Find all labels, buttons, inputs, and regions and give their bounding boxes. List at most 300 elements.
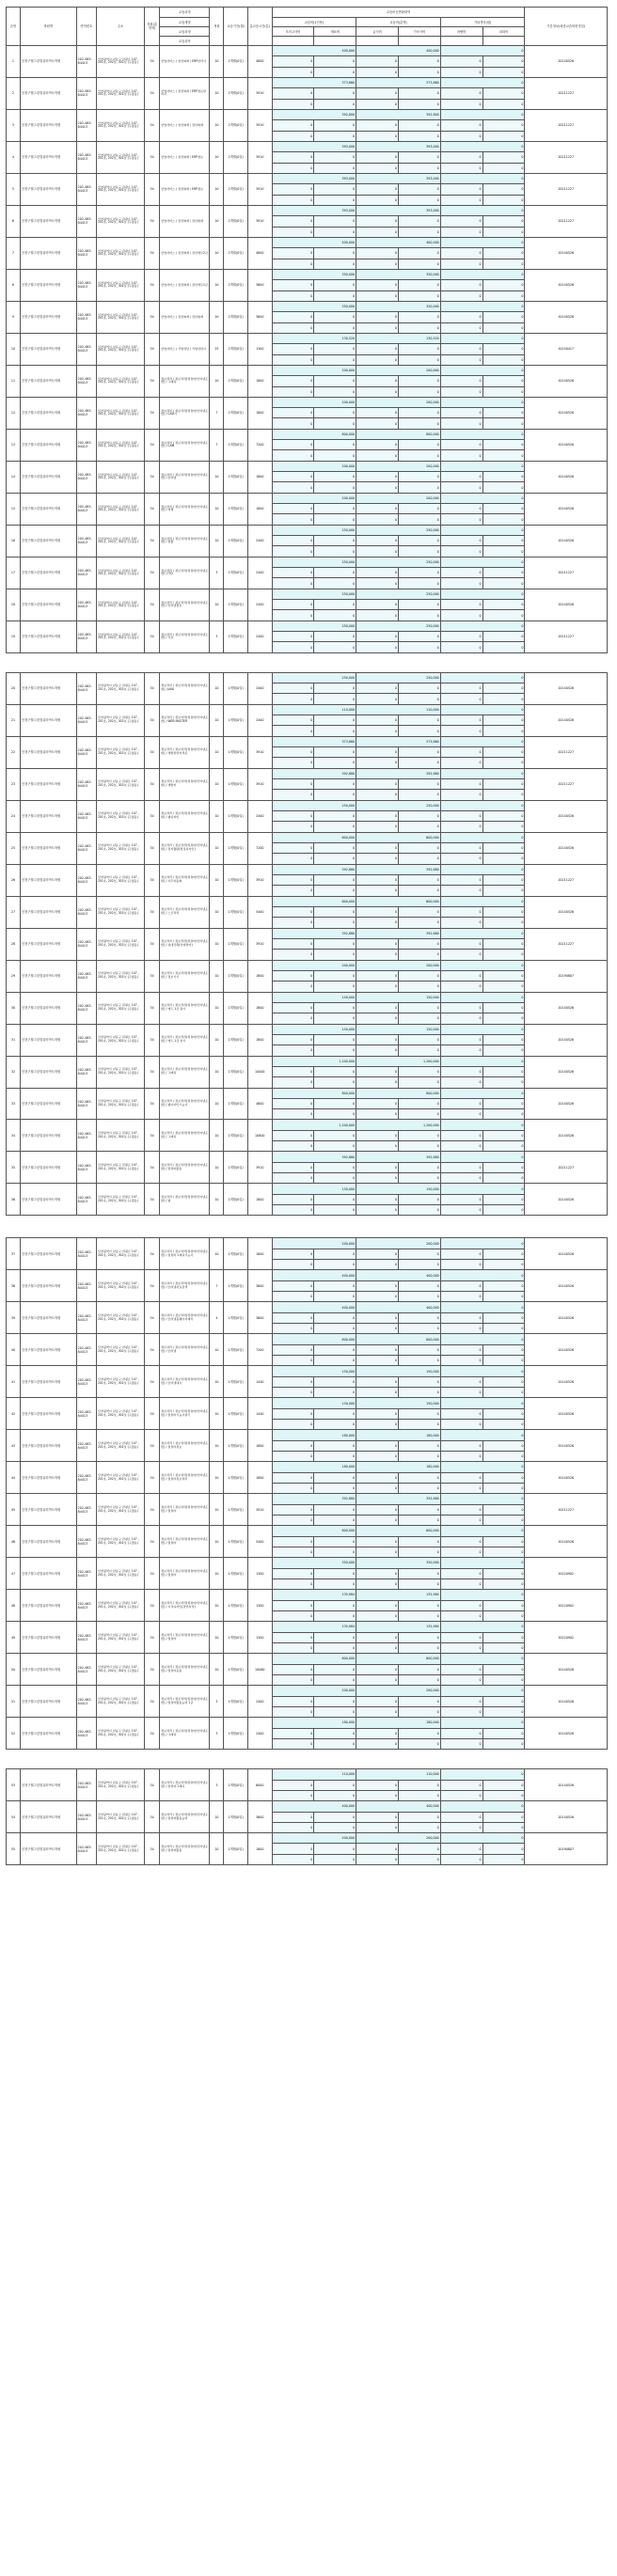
row-capacity: 34 (145, 1558, 160, 1590)
row-other-amount: 0 (440, 397, 525, 407)
row-period: 1개월(0일) (224, 1366, 248, 1398)
table-row (7, 589, 608, 599)
row-number: 3 (7, 109, 21, 141)
row-fee-cell: 0 (440, 1568, 483, 1579)
row-quota: 10 (210, 704, 224, 736)
row-org-name: 인천구월그린컴퓨터아트학원 (20, 365, 76, 397)
row-fee-cell: 0 (398, 1642, 440, 1653)
row-fee-cell: 0 (356, 152, 399, 163)
row-fee-cell: 0 (483, 1388, 525, 1398)
row-tuition-amount: 130,520 (272, 333, 356, 343)
row-fee-cell: 0 (272, 1822, 314, 1832)
row-capacity: 34 (145, 1120, 160, 1152)
row-fee-cell: 0 (272, 1280, 314, 1291)
row-fee-cell: 0 (314, 906, 356, 917)
row-fee-cell: 0 (398, 950, 440, 960)
row-fee-cell: 0 (356, 854, 399, 864)
row-quota: 3 (210, 1769, 224, 1801)
row-address: 인천광역시 남동구 관평로 147 , 201호, 202호, 302호 (구월동) (96, 1334, 144, 1366)
row-number: 26 (7, 864, 21, 896)
row-total-amount: 393,000 (356, 205, 441, 215)
row-period: 1개월(0일) (224, 672, 248, 704)
row-course: 정보처리 / 정보처리(컴퓨터/인터넷포함) / 컴퓨터활용능력 (160, 1801, 210, 1833)
row-fee-cell: 0 (356, 386, 399, 397)
row-fee-cell: 0 (314, 568, 356, 578)
row-total-amount: 250,000 (356, 525, 441, 535)
row-fee-cell: 0 (483, 715, 525, 726)
row-hours: 2400 (247, 672, 272, 704)
row-fee-cell: 0 (314, 747, 356, 758)
row-fee-cell: 0 (483, 918, 525, 928)
row-fee-cell: 0 (272, 152, 314, 163)
row-fee-cell: 0 (356, 886, 399, 896)
row-hours: 1800 (247, 493, 272, 525)
table-row (7, 269, 608, 279)
row-fee-cell: 0 (356, 1420, 399, 1430)
row-fee-cell: 0 (356, 758, 399, 768)
row-fee-cell: 0 (314, 1738, 356, 1749)
row-course: 정보처리 / 정보처리(컴퓨터/인터넷포함) / 컴퓨터정보 (160, 1430, 210, 1462)
table-row (7, 800, 608, 810)
row-org-name: 인천구월그린컴퓨터아트학원 (20, 77, 76, 109)
row-quota: 7 (210, 429, 224, 461)
row-period: 1개월(0일) (224, 205, 248, 237)
row-capacity: 34 (145, 1088, 160, 1120)
row-other-amount: 0 (440, 1152, 525, 1162)
row-number: 24 (7, 800, 21, 832)
row-number: 34 (7, 1120, 21, 1152)
row-course: 정보처리 / 정보처리(컴퓨터/인터넷포함) / 컴퓨터 (160, 1622, 210, 1654)
row-hours: 7200 (247, 832, 272, 864)
row-fee-cell: 0 (314, 1515, 356, 1525)
row-fee-cell: 0 (272, 1632, 314, 1642)
row-fee-cell: 0 (398, 1822, 440, 1832)
row-fee-cell: 0 (272, 1728, 314, 1738)
row-fee-cell: 0 (483, 322, 525, 333)
row-fee-cell: 0 (398, 1356, 440, 1366)
row-capacity: 34 (145, 896, 160, 928)
row-fee-cell: 0 (398, 1077, 440, 1088)
row-capacity: 34 (145, 992, 160, 1024)
row-fee-cell: 0 (314, 970, 356, 981)
table-row (7, 1526, 608, 1536)
row-fee-cell: 0 (440, 854, 483, 864)
row-fee-cell: 0 (440, 747, 483, 758)
row-fee-cell: 0 (356, 1472, 399, 1483)
row-fee-cell: 0 (272, 259, 314, 269)
row-fee-cell: 0 (398, 906, 440, 917)
row-capacity: 34 (145, 800, 160, 832)
row-hours: 3910 (247, 736, 272, 768)
row-fee-cell: 0 (356, 536, 399, 546)
table-row (7, 429, 608, 439)
row-fee-cell: 0 (440, 1388, 483, 1398)
row-fee-cell: 0 (356, 88, 399, 99)
row-fee-cell: 0 (314, 1280, 356, 1291)
row-fee-cell: 0 (314, 216, 356, 227)
row-fee-cell: 0 (483, 514, 525, 525)
row-fee-cell: 0 (356, 1483, 399, 1493)
row-total-amount: 130,520 (356, 333, 441, 343)
row-course: 정보처리 / 정보처리(컴퓨터/인터넷포함) / 컴퓨터 (160, 1494, 210, 1526)
row-number: 30 (7, 992, 21, 1024)
row-change-date: 20140526 (525, 1654, 608, 1686)
row-fee-cell: 0 (398, 1173, 440, 1184)
row-quota: 10 (210, 1366, 224, 1398)
row-fee-cell: 0 (356, 514, 399, 525)
row-fee-cell: 0 (483, 472, 525, 482)
row-fee-cell: 0 (356, 1696, 399, 1706)
row-fee-cell: 0 (398, 1376, 440, 1387)
row-capacity: 34 (145, 1270, 160, 1302)
fee-table (6, 7, 608, 1865)
row-org-name: 인천구월그린컴퓨터아트학원 (20, 800, 76, 832)
row-capacity: 34 (145, 768, 160, 800)
row-fee-cell: 0 (356, 354, 399, 365)
table-row (7, 77, 608, 87)
row-fee-cell: 0 (356, 1642, 399, 1653)
row-fee-cell: 0 (314, 600, 356, 610)
row-fee-cell: 0 (398, 1280, 440, 1291)
row-change-date: 20140526 (525, 1238, 608, 1270)
row-fee-cell: 0 (483, 1728, 525, 1738)
row-fee-cell: 0 (272, 1130, 314, 1140)
row-fee-cell: 0 (356, 216, 399, 227)
row-fee-cell: 0 (356, 1002, 399, 1013)
table-row (7, 46, 608, 56)
header-fee-b: 재료비 (314, 27, 356, 37)
row-quota: 10 (210, 1398, 224, 1430)
row-fee-cell: 0 (440, 683, 483, 694)
row-fee-cell: 0 (440, 1642, 483, 1653)
row-reg-no: 202-463-84413 (76, 141, 96, 173)
row-tuition-amount: 600,000 (272, 832, 356, 842)
row-fee-cell: 0 (356, 56, 399, 67)
row-fee-cell: 0 (483, 450, 525, 461)
row-fee-cell: 0 (356, 248, 399, 259)
row-number: 11 (7, 365, 21, 397)
row-tuition-amount: 150,000 (272, 992, 356, 1002)
row-fee-cell: 0 (440, 514, 483, 525)
row-fee-cell: 0 (483, 1420, 525, 1430)
row-capacity: 34 (145, 928, 160, 960)
row-fee-cell: 0 (398, 1324, 440, 1334)
row-reg-no: 202-463-84413 (76, 269, 96, 301)
row-period: 1개월(0일) (224, 397, 248, 429)
row-fee-cell: 0 (272, 758, 314, 768)
row-change-date: 20220902 (525, 1622, 608, 1654)
table-row (7, 896, 608, 906)
row-address: 인천광역시 남동구 관평로 147 , 201호, 202호, 302호 (구월동) (96, 1494, 144, 1526)
row-quota: 10 (210, 237, 224, 269)
row-fee-cell: 0 (398, 1483, 440, 1493)
row-change-date: 20140526 (525, 237, 608, 269)
row-fee-cell: 0 (440, 886, 483, 896)
row-fee-cell: 0 (398, 632, 440, 642)
row-fee-cell: 0 (356, 726, 399, 736)
row-address: 인천광역시 남동구 관평로 147 , 201호, 202호, 302호 (구월동) (96, 1398, 144, 1430)
row-fee-cell: 0 (272, 1472, 314, 1483)
row-period: 1개월(0일) (224, 109, 248, 141)
row-number: 19 (7, 620, 21, 652)
row-fee-cell: 0 (272, 1388, 314, 1398)
row-tuition-amount: 350,000 (272, 269, 356, 279)
row-fee-cell: 0 (483, 632, 525, 642)
row-fee-cell: 0 (314, 938, 356, 949)
row-address: 인천광역시 남동구 관평로 147 , 201호, 202호, 302호 (구월동) (96, 269, 144, 301)
row-tuition-amount: 373,860 (272, 736, 356, 746)
row-reg-no: 202-463-84413 (76, 557, 96, 589)
row-fee-cell: 0 (483, 1045, 525, 1056)
row-address: 인천광역시 남동구 관평로 147 , 201호, 202호, 302호 (구월동) (96, 77, 144, 109)
row-other-amount: 0 (440, 493, 525, 503)
row-number: 5 (7, 173, 21, 205)
row-fee-cell: 0 (356, 67, 399, 77)
row-hours: 3910 (247, 1152, 272, 1184)
row-fee-cell: 0 (314, 1632, 356, 1642)
row-quota: 10 (210, 1056, 224, 1088)
row-tuition-amount: 200,000 (272, 493, 356, 503)
row-org-name: 인천구월그린컴퓨터아트학원 (20, 525, 76, 557)
row-org-name: 인천구월그린컴퓨터아트학원 (20, 429, 76, 461)
row-fee-cell: 0 (398, 694, 440, 704)
row-fee-cell: 0 (356, 1780, 399, 1790)
row-fee-cell: 0 (440, 715, 483, 726)
row-org-name: 인천구월그린컴퓨터아트학원 (20, 960, 76, 992)
row-fee-cell: 0 (398, 322, 440, 333)
row-fee-cell: 0 (483, 1642, 525, 1653)
row-change-date: 20140526 (525, 1769, 608, 1801)
row-address: 인천광역시 남동구 관평로 147 , 201호, 202호, 302호 (구월동) (96, 768, 144, 800)
row-capacity: 34 (145, 269, 160, 301)
row-fee-cell: 0 (356, 600, 399, 610)
row-hours: 3600 (247, 1801, 272, 1833)
row-period: 1개월(0일) (224, 269, 248, 301)
row-course: 정보처리 / 정보처리(컴퓨터/인터넷포함) / 컴퓨터그래픽 (160, 1769, 210, 1801)
row-course: 정보처리 / 정보처리(컴퓨터/인터넷포함) / 전자출판(편집디자인) (160, 832, 210, 864)
row-capacity: 34 (145, 1462, 160, 1494)
row-fee-cell: 0 (398, 1706, 440, 1717)
row-fee-cell: 0 (398, 1194, 440, 1204)
row-tuition-amount: 600,000 (272, 1526, 356, 1536)
row-capacity: 34 (145, 46, 160, 78)
row-total-amount: 200,000 (356, 1833, 441, 1844)
row-change-date: 20140526 (525, 1120, 608, 1152)
row-fee-cell: 0 (314, 854, 356, 864)
row-fee-cell: 0 (272, 1066, 314, 1076)
row-quota: 3 (210, 1686, 224, 1718)
row-fee-cell: 0 (440, 184, 483, 195)
row-quota: 10 (210, 1238, 224, 1270)
row-fee-cell: 0 (483, 842, 525, 853)
row-fee-cell: 0 (483, 758, 525, 768)
row-hours: 1800 (247, 1430, 272, 1462)
row-org-name: 인천구월그린컴퓨터아트학원 (20, 1769, 76, 1801)
row-org-name: 인천구월그린컴퓨터아트학원 (20, 992, 76, 1024)
row-period: 1개월(0일) (224, 589, 248, 620)
row-reg-no: 202-463-84413 (76, 1430, 96, 1462)
row-org-name: 인천구월그린컴퓨터아트학원 (20, 557, 76, 589)
row-reg-no: 202-463-84413 (76, 1494, 96, 1526)
row-fee-cell: 0 (272, 216, 314, 227)
row-course: 정보처리 / 정보처리(컴퓨터/인터넷포함) / 인터넷 (160, 461, 210, 493)
table-row (7, 1024, 608, 1034)
table-row (7, 1302, 608, 1312)
row-number: 47 (7, 1558, 21, 1590)
row-fee-cell: 0 (272, 1579, 314, 1589)
row-fee-cell: 0 (398, 683, 440, 694)
row-fee-cell: 0 (483, 938, 525, 949)
row-fee-cell: 0 (440, 1706, 483, 1717)
row-reg-no: 202-463-84413 (76, 1801, 96, 1833)
row-other-amount: 0 (440, 77, 525, 87)
row-tuition-amount: 150,000 (272, 1184, 356, 1194)
row-change-date: 20140526 (525, 1056, 608, 1088)
row-fee-cell: 0 (440, 418, 483, 429)
row-fee-cell: 0 (483, 600, 525, 610)
header-regno: 면허번호 (76, 8, 96, 46)
table-row (7, 1769, 608, 1780)
row-fee-cell: 0 (440, 1312, 483, 1323)
row-fee-cell: 0 (272, 1141, 314, 1152)
row-total-amount: 373,860 (356, 736, 441, 746)
row-fee-cell: 0 (398, 1130, 440, 1140)
row-fee-cell: 0 (398, 747, 440, 758)
table-row (7, 1833, 608, 1844)
row-fee-cell: 0 (483, 354, 525, 365)
row-fee-cell: 0 (272, 195, 314, 205)
row-quota: 10 (210, 461, 224, 493)
row-quota: 10 (210, 493, 224, 525)
row-fee-cell: 0 (272, 1408, 314, 1419)
row-fee-cell: 0 (356, 1013, 399, 1024)
row-hours: 2400 (247, 704, 272, 736)
row-org-name: 인천구월그린컴퓨터아트학원 (20, 1494, 76, 1526)
row-number: 28 (7, 928, 21, 960)
row-fee-cell: 0 (272, 854, 314, 864)
row-fee-cell: 0 (356, 1674, 399, 1685)
row-capacity: 34 (145, 205, 160, 237)
row-other-amount: 0 (440, 141, 525, 151)
row-fee-cell: 0 (440, 1162, 483, 1172)
row-org-name: 인천구월그린컴퓨터아트학원 (20, 1558, 76, 1590)
row-fee-cell: 0 (440, 1260, 483, 1270)
row-reg-no: 202-463-84413 (76, 1238, 96, 1270)
row-fee-cell: 0 (314, 56, 356, 67)
row-address: 인천광역시 남동구 관평로 147 , 201호, 202호, 302호 (구월동) (96, 1270, 144, 1302)
row-fee-cell: 0 (398, 854, 440, 864)
row-fee-cell: 0 (483, 906, 525, 917)
row-reg-no: 202-463-84413 (76, 1718, 96, 1750)
table-row (7, 672, 608, 683)
row-fee-cell: 0 (483, 259, 525, 269)
row-fee-cell: 0 (314, 131, 356, 141)
row-fee-cell: 0 (314, 1045, 356, 1056)
row-org-name: 인천구월그린컴퓨터아트학원 (20, 1686, 76, 1718)
row-fee-cell: 0 (356, 1844, 399, 1854)
row-fee-cell: 0 (272, 312, 314, 322)
row-tuition-amount: 350,000 (272, 1558, 356, 1568)
row-fee-cell: 0 (314, 694, 356, 704)
table-row (7, 1088, 608, 1098)
row-quota: 10 (210, 1526, 224, 1558)
row-address: 인천광역시 남동구 관평로 147 , 201호, 202호, 302호 (구월동) (96, 1462, 144, 1494)
row-period: 1개월(0일) (224, 1833, 248, 1865)
table-row (7, 832, 608, 842)
row-org-name: 인천구월그린컴퓨터아트학원 (20, 397, 76, 429)
row-quota: 7 (210, 1270, 224, 1302)
row-reg-no: 202-463-84413 (76, 109, 96, 141)
row-fee-cell: 0 (398, 152, 440, 163)
row-fee-cell: 0 (483, 408, 525, 418)
row-fee-cell: 0 (272, 1610, 314, 1621)
row-fee-cell: 0 (483, 578, 525, 589)
row-reg-no: 202-463-84413 (76, 896, 96, 928)
row-hours: 3910 (247, 205, 272, 237)
row-course: 정보처리 / 정보처리(컴퓨터/인터넷포함) / 컴퓨터활용능력 1급 (160, 1686, 210, 1718)
header-addr: 주소 (96, 8, 144, 46)
row-fee-cell: 0 (398, 568, 440, 578)
row-tuition-amount: 392,880 (272, 1152, 356, 1162)
row-tuition-amount: 135,984 (272, 1622, 356, 1632)
section-break (7, 1216, 608, 1238)
row-fee-cell: 0 (483, 88, 525, 99)
row-fee-cell: 0 (440, 790, 483, 800)
row-number: 14 (7, 461, 21, 493)
row-capacity: 34 (145, 525, 160, 557)
row-tuition-amount: 800,000 (272, 1334, 356, 1344)
row-address: 인천광역시 남동구 관평로 147 , 201호, 202호, 302호 (구월동) (96, 896, 144, 928)
row-fee-cell: 0 (398, 344, 440, 354)
row-tuition-amount: 393,000 (272, 173, 356, 183)
row-fee-cell: 0 (398, 1780, 440, 1790)
row-tuition-amount: 150,000 (272, 1366, 356, 1376)
row-period: 1개월(0일) (224, 896, 248, 928)
row-other-amount: 0 (440, 237, 525, 247)
row-fee-cell: 0 (440, 450, 483, 461)
row-hours: 1800 (247, 1184, 272, 1216)
row-org-name: 인천구월그린컴퓨터아트학원 (20, 46, 76, 78)
row-quota: 10 (210, 672, 224, 704)
row-fee-cell: 0 (398, 1002, 440, 1013)
row-quota: 10 (210, 1088, 224, 1120)
row-quota: 10 (210, 832, 224, 864)
row-total-amount: 400,000 (356, 1302, 441, 1312)
row-fee-cell: 0 (440, 1002, 483, 1013)
row-fee-cell: 0 (272, 163, 314, 173)
row-fee-cell: 0 (314, 1034, 356, 1045)
row-fee-cell: 0 (272, 1854, 314, 1864)
table-row (7, 864, 608, 874)
row-fee-cell: 0 (398, 1536, 440, 1547)
row-fee-cell: 0 (272, 715, 314, 726)
row-address: 인천광역시 남동구 관평로 147 , 201호, 202호, 302호 (구월동) (96, 429, 144, 461)
row-fee-cell: 0 (483, 1452, 525, 1462)
row-fee-cell: 0 (356, 1854, 399, 1864)
row-fee-cell: 0 (272, 131, 314, 141)
row-quota: 10 (210, 992, 224, 1024)
row-fee-cell: 0 (483, 1173, 525, 1184)
header-fee-e: 차량비 (440, 27, 483, 37)
row-quota: 10 (210, 46, 224, 78)
row-period: 1개월(0일) (224, 1462, 248, 1494)
row-fee-cell: 0 (314, 1002, 356, 1013)
row-fee-cell: 0 (356, 1292, 399, 1302)
row-fee-cell: 0 (398, 88, 440, 99)
row-fee-cell: 0 (440, 88, 483, 99)
row-fee-cell: 0 (398, 482, 440, 493)
row-course: 정보처리 / 정보처리(컴퓨터/인터넷포함) / 기초 (160, 620, 210, 652)
